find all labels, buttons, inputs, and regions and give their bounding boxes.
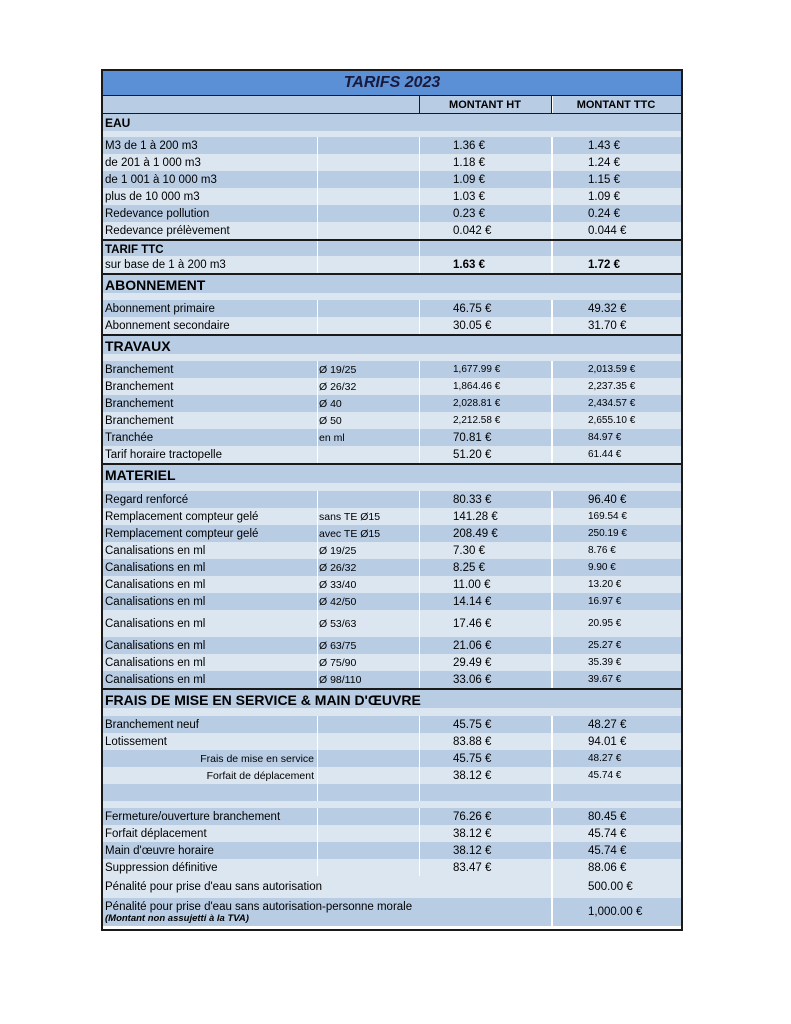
row-montant-ht: 1,864.46 € (453, 381, 501, 392)
row-detail: Ø 33/40 (319, 578, 357, 591)
table-row (103, 542, 681, 559)
table-row (103, 593, 681, 610)
row-label: Canalisations en ml (105, 617, 206, 630)
table-row (103, 508, 681, 525)
row-montant-ht: 1.18 € (453, 156, 485, 169)
table-row (103, 429, 681, 446)
row-montant-ht: 83.88 € (453, 735, 492, 748)
row-montant-ttc: 1.72 € (588, 258, 620, 271)
row-label: Remplacement compteur gelé (105, 527, 259, 540)
row-detail: Ø 63/75 (319, 639, 357, 652)
spacer-row (103, 483, 681, 491)
row-detail: sans TE Ø15 (319, 510, 381, 523)
table-row (103, 491, 681, 508)
row-montant-ht: 21.06 € (453, 639, 492, 652)
row-montant-ht: 29.49 € (453, 656, 492, 669)
section-abonnement (103, 273, 681, 295)
row-label: Remplacement compteur gelé (105, 510, 259, 523)
row-label: Regard renforcé (105, 493, 189, 506)
column-header-row (103, 96, 681, 114)
row-label: Forfait déplacement (105, 827, 207, 840)
penalty-row (103, 876, 681, 898)
row-label: de 1 001 à 10 000 m3 (105, 173, 217, 186)
row-label: Main d'œuvre horaire (105, 844, 214, 857)
section-travaux-label: TRAVAUX (105, 338, 171, 354)
table-row (103, 808, 681, 825)
row-montant-ttc: 0.044 € (588, 224, 627, 237)
table-row (103, 300, 681, 317)
row-label: Abonnement primaire (105, 302, 215, 315)
row-detail: Ø 75/90 (319, 656, 357, 669)
table-row (103, 716, 681, 733)
table-row (103, 171, 681, 188)
row-label: Fermeture/ouverture branchement (105, 810, 281, 823)
row-montant-ht: 0.042 € (453, 224, 492, 237)
table-row (103, 842, 681, 859)
row-montant-ttc: 1.43 € (588, 139, 620, 152)
penalty-label: Pénalité pour prise d'eau sans autorisation-personne morale (105, 900, 413, 913)
row-montant-ht: 11.00 € (453, 578, 491, 591)
table-row (103, 256, 681, 273)
section-frais (103, 688, 681, 710)
table-row (103, 859, 681, 876)
row-label: Branchement (105, 414, 174, 427)
row-detail: Ø 26/32 (319, 561, 357, 574)
table-title-bar (103, 71, 681, 96)
row-montant-ttc: 35.39 € (588, 657, 622, 668)
row-montant-ht: 33.06 € (453, 673, 492, 686)
row-detail: Ø 50 (319, 414, 342, 427)
row-montant-ht: 7.30 € (453, 544, 485, 557)
row-montant-ht: 2,028.81 € (453, 398, 501, 409)
tarif-ttc-label: TARIF TTC (105, 243, 164, 256)
row-detail: Ø 19/25 (319, 363, 357, 376)
section-eau-label: EAU (105, 115, 131, 130)
row-montant-ht: 76.26 € (453, 810, 492, 823)
row-montant-ttc: 1.15 € (588, 173, 620, 186)
row-detail (317, 137, 419, 154)
row-label: Branchement (105, 380, 174, 393)
row-montant-ht: 45.75 € (453, 752, 492, 765)
table-row (103, 137, 681, 154)
table-row (103, 610, 681, 637)
penalty-note: (Montant non assujetti à la TVA) (105, 912, 249, 924)
row-montant-ttc: 9.90 € (588, 562, 616, 573)
row-montant-ht: 1.09 € (453, 173, 485, 186)
header-montant-ttc: MONTANT TTC (576, 98, 656, 111)
row-label: Frais de mise en service (200, 752, 314, 765)
row-montant-ttc: 84.97 € (588, 432, 622, 443)
table-row (103, 361, 681, 378)
row-montant-ttc: 169.54 € (588, 511, 627, 522)
header-montant-ht: MONTANT HT (449, 98, 521, 111)
row-montant-ttc: 45.74 € (588, 827, 627, 840)
tariff-table (101, 69, 683, 931)
row-label: Branchement (105, 397, 174, 410)
table-row (103, 637, 681, 654)
row-montant-ht: 141.28 € (453, 510, 498, 523)
penalty-amount: 1,000.00 € (588, 906, 643, 918)
row-montant-ttc: 8.76 € (588, 545, 616, 556)
row-montant-ttc: 1.24 € (588, 156, 620, 169)
row-label: Canalisations en ml (105, 656, 206, 669)
row-detail: Ø 40 (319, 397, 342, 410)
row-label: Branchement neuf (105, 718, 199, 731)
row-montant-ttc: 45.74 € (588, 770, 622, 781)
row-label: Canalisations en ml (105, 639, 206, 652)
row-montant-ht: 46.75 € (453, 302, 492, 315)
row-montant-ttc: 2,434.57 € (588, 398, 636, 409)
row-montant-ttc: 45.74 € (588, 844, 627, 857)
row-montant-ht: 208.49 € (453, 527, 498, 540)
row-detail: Ø 19/25 (319, 544, 357, 557)
row-label: Suppression définitive (105, 861, 218, 874)
table-row (103, 154, 681, 171)
row-montant-ttc: 0.24 € (588, 207, 620, 220)
row-montant-ttc: 39.67 € (588, 674, 622, 685)
section-frais-label: FRAIS DE MISE EN SERVICE & MAIN D'ŒUVRE (105, 692, 421, 708)
row-label: Canalisations en ml (105, 544, 206, 557)
row-montant-ht: 8.25 € (453, 561, 485, 574)
row-label: Forfait de déplacement (206, 769, 314, 782)
row-label: M3 de 1 à 200 m3 (105, 139, 198, 152)
row-label: sur base de 1 à 200 m3 (105, 258, 226, 271)
row-montant-ttc: 48.27 € (588, 718, 627, 731)
row-montant-ttc: 13.20 € (588, 579, 622, 590)
table-row (103, 395, 681, 412)
row-label: Branchement (105, 363, 174, 376)
penalty-label-block (103, 898, 551, 926)
table-row (103, 378, 681, 395)
row-montant-ttc: 2,655.10 € (588, 415, 636, 426)
table-row (103, 317, 681, 334)
row-detail (317, 300, 419, 317)
row-montant-ht: 38.12 € (453, 827, 492, 840)
row-montant-ht: 38.12 € (453, 844, 492, 857)
section-travaux (103, 334, 681, 356)
table-row (103, 671, 681, 688)
table-row (103, 222, 681, 239)
row-montant-ht: 14.14 € (453, 595, 492, 608)
row-montant-ttc: 96.40 € (588, 493, 627, 506)
row-montant-ttc: 250.19 € (588, 528, 627, 539)
row-label: Redevance prélèvement (105, 224, 230, 237)
row-montant-ttc: 80.45 € (588, 810, 627, 823)
row-detail (317, 491, 419, 508)
table-row (103, 750, 681, 767)
row-montant-ttc: 2,013.59 € (588, 364, 636, 375)
penalty-row (103, 898, 681, 926)
row-montant-ttc: 20.95 € (588, 618, 622, 629)
row-detail (317, 446, 419, 463)
row-montant-ht: 51.20 € (453, 448, 492, 461)
spacer-row (103, 354, 681, 361)
row-label: Lotissement (105, 735, 168, 748)
row-montant-ttc: 61.44 € (588, 449, 622, 460)
row-detail (317, 154, 419, 171)
row-montant-ht: 70.81 € (453, 431, 492, 444)
table-row (103, 654, 681, 671)
row-detail (317, 317, 419, 334)
row-detail: Ø 53/63 (319, 617, 357, 630)
row-label: Tranchée (105, 431, 154, 444)
penalty-label: Pénalité pour prise d'eau sans autorisation (105, 881, 323, 893)
section-materiel-label: MATERIEL (105, 467, 176, 483)
section-eau (103, 114, 681, 131)
table-row (103, 446, 681, 463)
table-row (103, 205, 681, 222)
row-montant-ht: 38.12 € (453, 769, 492, 782)
row-label: Canalisations en ml (105, 578, 206, 591)
row-detail: Ø 98/110 (319, 673, 362, 686)
row-montant-ht: 1.03 € (453, 190, 485, 203)
row-label: Abonnement secondaire (105, 319, 230, 332)
row-montant-ht: 30.05 € (453, 319, 492, 332)
row-detail: en ml (319, 431, 345, 444)
row-label: Canalisations en ml (105, 561, 206, 574)
penalty-amount: 500.00 € (588, 881, 633, 893)
row-montant-ttc: 48.27 € (588, 753, 622, 764)
row-montant-ht: 1,677.99 € (453, 364, 501, 375)
spacer-row (103, 784, 681, 801)
row-label: Canalisations en ml (105, 673, 206, 686)
spacer-row (103, 801, 681, 808)
row-montant-ttc: 31.70 € (588, 319, 627, 332)
spacer-row (103, 708, 681, 716)
table-row (103, 825, 681, 842)
row-label: Redevance pollution (105, 207, 210, 220)
row-detail (317, 171, 419, 188)
row-label: plus de 10 000 m3 (105, 190, 200, 203)
row-detail: Ø 42/50 (319, 595, 357, 608)
table-title: TARIFS 2023 (343, 74, 441, 91)
row-montant-ttc: 16.97 € (588, 596, 622, 607)
table-row (103, 767, 681, 784)
row-montant-ttc: 49.32 € (588, 302, 627, 315)
table-row (103, 559, 681, 576)
table-row (103, 412, 681, 429)
section-materiel (103, 463, 681, 485)
table-row (103, 733, 681, 750)
row-montant-ttc: 2,237.35 € (588, 381, 636, 392)
row-detail (317, 222, 419, 239)
row-montant-ht: 45.75 € (453, 718, 492, 731)
spacer-row (103, 293, 681, 300)
row-montant-ttc: 1.09 € (588, 190, 620, 203)
row-detail (317, 205, 419, 222)
row-montant-ht: 83.47 € (453, 861, 492, 874)
table-row (103, 188, 681, 205)
row-label: Tarif horaire tractopelle (105, 448, 222, 461)
row-montant-ht: 1.36 € (453, 139, 485, 152)
table-row (103, 576, 681, 593)
row-montant-ht: 17.46 € (453, 617, 492, 630)
row-montant-ttc: 25.27 € (588, 640, 622, 651)
row-detail: Ø 26/32 (319, 380, 357, 393)
row-montant-ht: 0.23 € (453, 207, 485, 220)
section-abonnement-label: ABONNEMENT (105, 277, 206, 293)
row-montant-ht: 1.63 € (453, 258, 485, 271)
row-montant-ht: 80.33 € (453, 493, 492, 506)
row-detail (317, 188, 419, 205)
row-montant-ttc: 88.06 € (588, 861, 627, 874)
row-label: de 201 à 1 000 m3 (105, 156, 201, 169)
row-detail: avec TE Ø15 (319, 527, 381, 540)
row-label: Canalisations en ml (105, 595, 206, 608)
row-montant-ttc: 94.01 € (588, 735, 627, 748)
table-row (103, 525, 681, 542)
row-montant-ht: 2,212.58 € (453, 415, 501, 426)
